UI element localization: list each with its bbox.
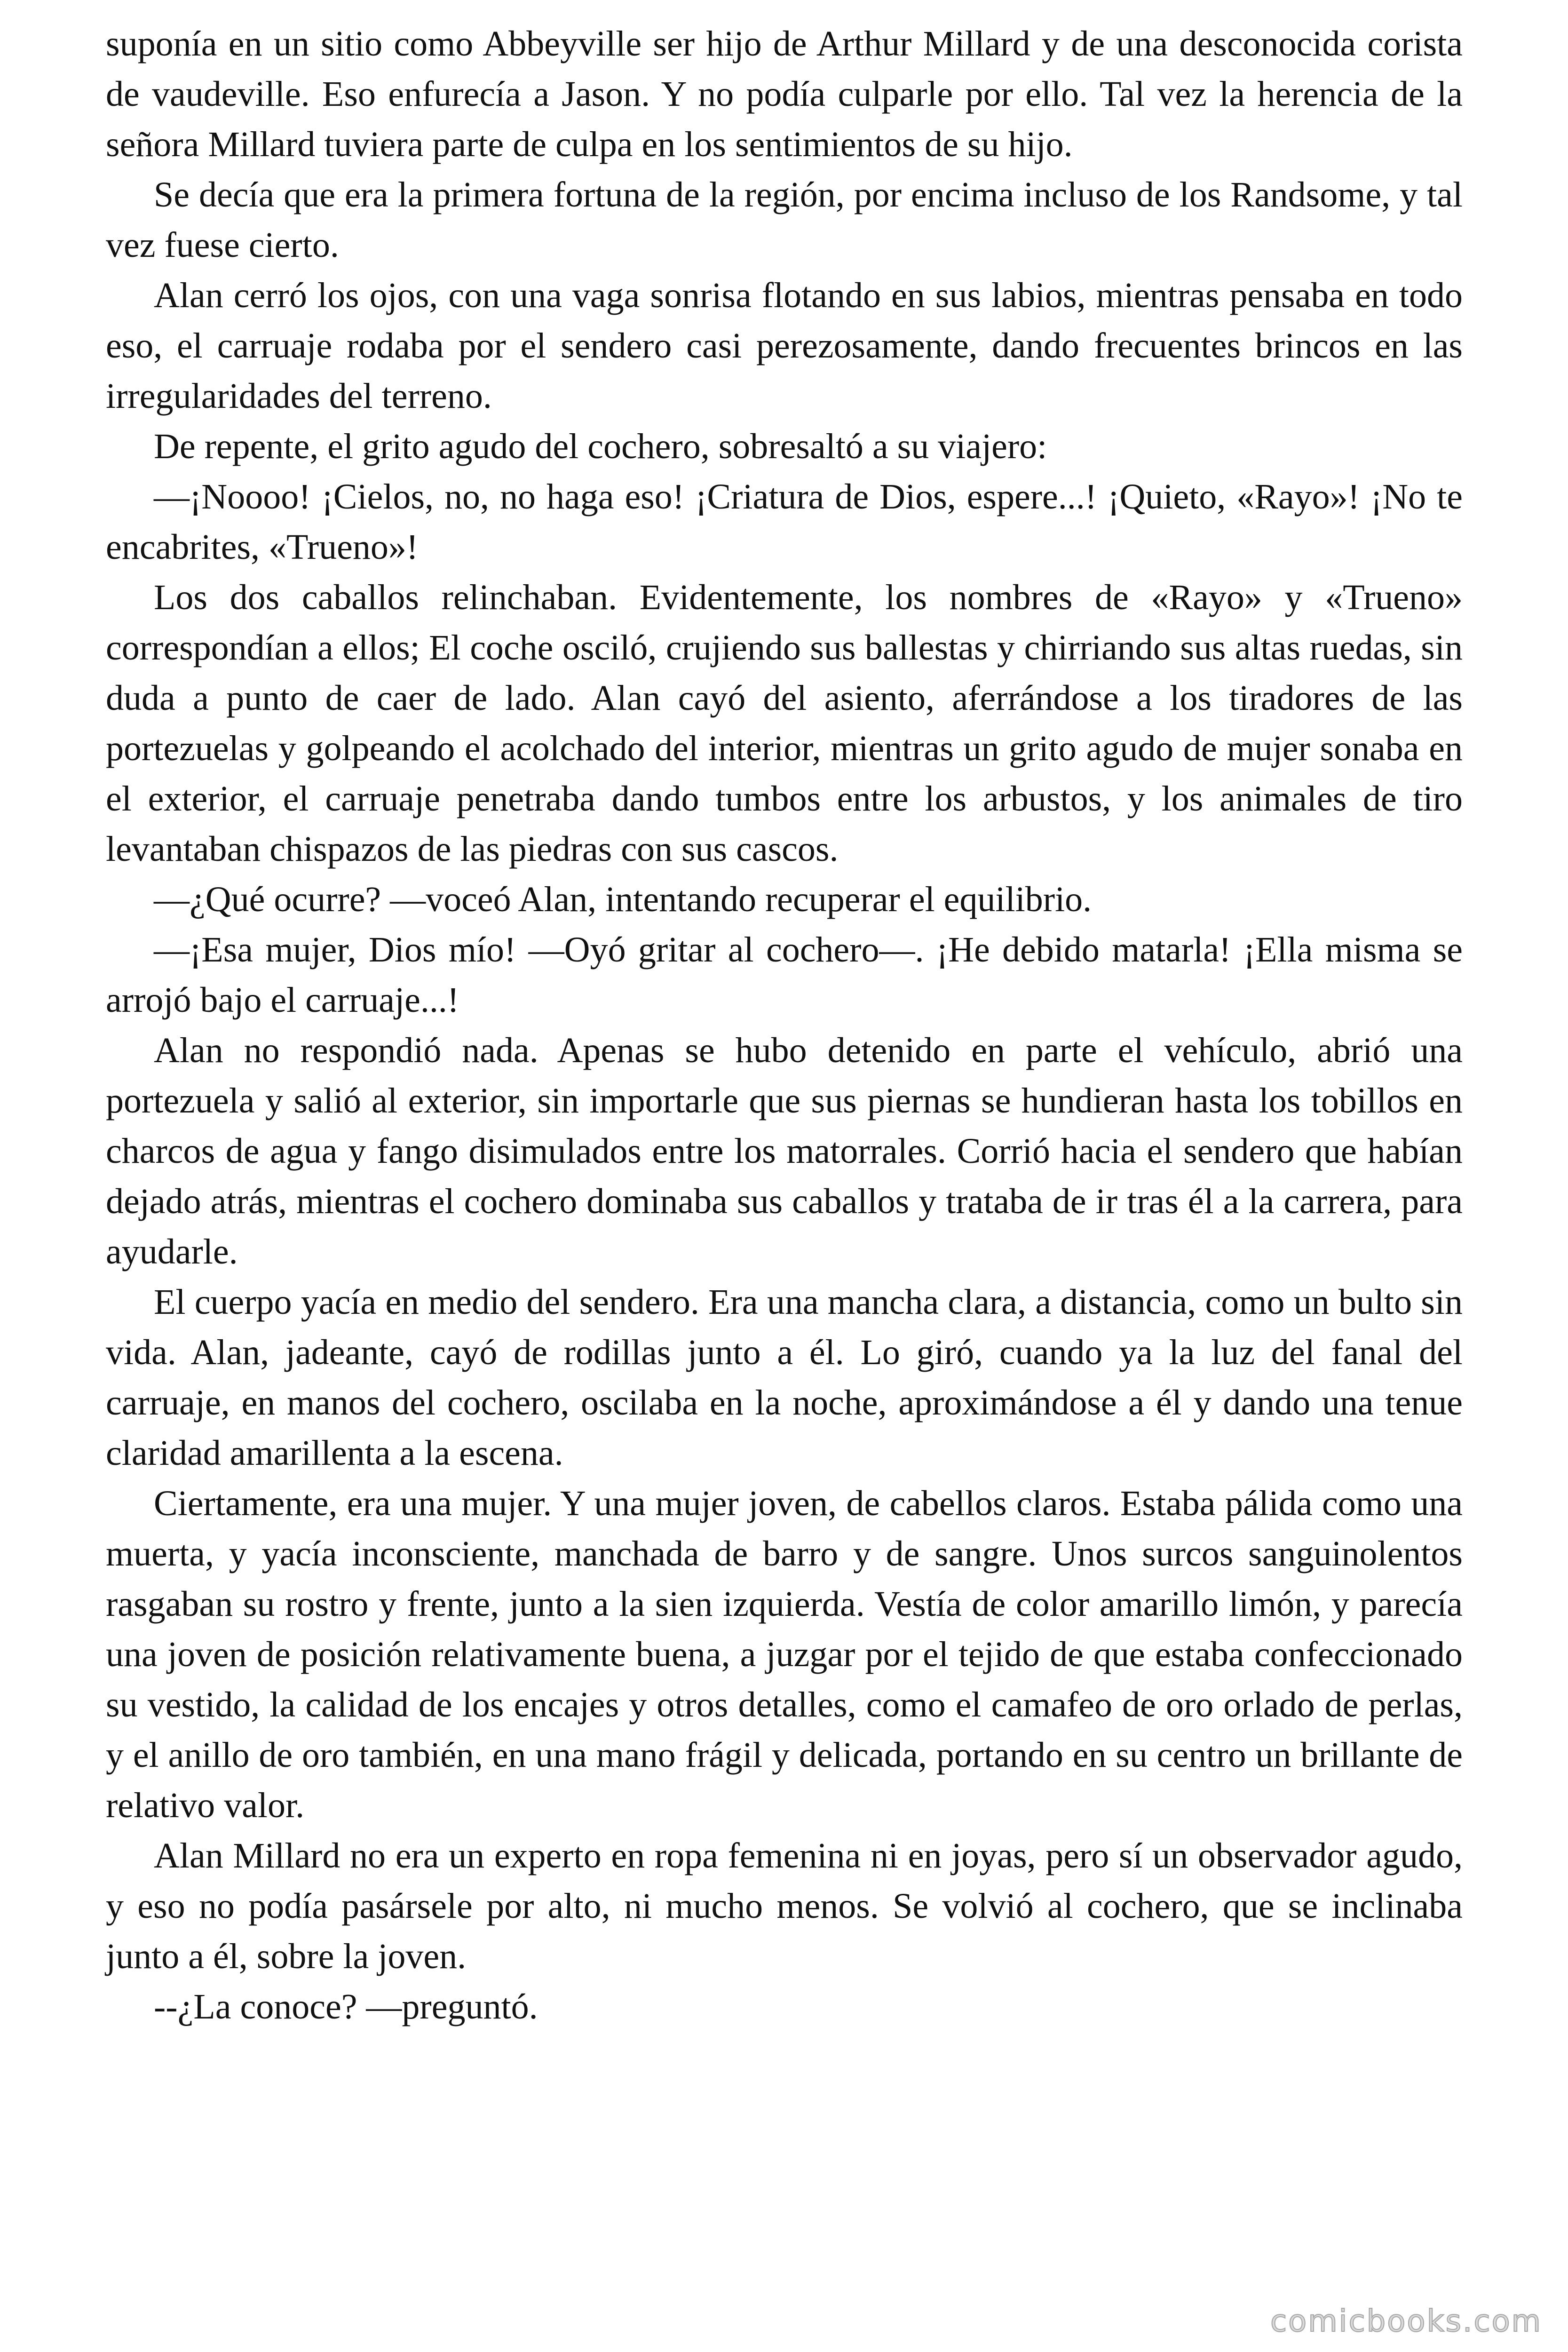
page-body [106,19,1463,2032]
paragraph: Alan no respondió nada. Apenas se hubo detenido en parte el vehículo, abrió una portezuela y salió al exterior, sin importarle que sus piernas se hundieran hasta los tobillos en charcos de agua y fango disimulados entre los matorrales. Corrió hacia el sendero que habían dejado atrás, mientras el cochero dominaba sus caballos y trataba de ir tras él a la carrera, para ayudarle. [106,1031,1463,1271]
dialogue-paragraph: --¿La conoce? —preguntó. [154,1987,538,2026]
paragraph: Alan cerró los ojos, con una vaga sonrisa flotando en sus labios, mientras pensaba en todo eso, el carruaje rodaba por el sendero casi perezosamente, dando frecuentes brincos en las irregularidades del terreno. [106,276,1463,416]
paragraph: Los dos caballos relinchaban. Evidentemente, los nombres de «Rayo» y «Trueno» correspondían a ellos; El coche osciló, crujiendo sus ballestas y chirriando sus altas ruedas, sin duda a punto de caer de lado. Alan cayó del asiento, aferrándose a los tiradores de las portezuelas y golpeando el acolchado del interior, mientras un grito agudo de mujer sonaba en el exterior, el carruaje penetraba dando tumbos entre los arbustos, y los animales de tiro levantaban chispazos de las piedras con sus cascos. [106,578,1463,869]
paragraph: Se decía que era la primera fortuna de la región, por encima incluso de los Randsome, y tal vez fuese cierto. [106,175,1463,265]
dialogue-paragraph: —¿Qué ocurre? —voceó Alan, intentando recuperar el equilibrio. [154,880,1092,919]
paragraph-continued: suponía en un sitio como Abbeyville ser hijo de Arthur Millard y de una desconocida corista de vaudeville. Eso enfurecía a Jason. Y no podía culparle por ello. Tal vez la herencia de la señora Millard tuviera parte de culpa en los sentimientos de su hijo. [106,24,1463,164]
dialogue-paragraph: —¡Noooo! ¡Cielos, no, no haga eso! ¡Criatura de Dios, espere...! ¡Quieto, «Rayo»! ¡No te encabrites, «Trueno»! [106,477,1463,567]
dialogue-paragraph: —¡Esa mujer, Dios mío! —Oyó gritar al cochero—. ¡He debido matarla! ¡Ella misma se arrojó bajo el carruaje...! [106,930,1463,1020]
paragraph: El cuerpo yacía en medio del sendero. Era una mancha clara, a distancia, como un bulto sin vida. Alan, jadeante, cayó de rodillas junto a él. Lo giró, cuando ya la luz del fanal del carruaje, en manos del cochero, oscilaba en la noche, aproximándose a él y dando una tenue claridad amarillenta a la escena. [106,1282,1463,1473]
paragraph: Ciertamente, era una mujer. Y una mujer joven, de cabellos claros. Estaba pálida como una muerta, y yacía inconsciente, manchada de barro y de sangre. Unos surcos sanguinolentos rasgaban su rostro y frente, junto a la sien izquierda. Vestía de color amarillo limón, y parecía una joven de posición relativamente buena, a juzgar por el tejido de que estaba confeccionado su vestido, la calidad de los encajes y otros detalles, como el camafeo de oro orlado de perlas, y el anillo de oro también, en una mano frágil y delicada, portando en su centro un brillante de relativo valor. [106,1484,1463,1825]
paragraph: De repente, el grito agudo del cochero, sobresaltó a su viajero: [154,427,1047,466]
paragraph: Alan Millard no era un experto en ropa femenina ni en joyas, pero sí un observador agudo, y eso no podía pasársele por alto, ni mucho menos. Se volvió al cochero, que se inclinaba junto a él, sobre la joven. [106,1836,1463,1976]
watermark: comicbooks.com [1270,2304,1542,2339]
